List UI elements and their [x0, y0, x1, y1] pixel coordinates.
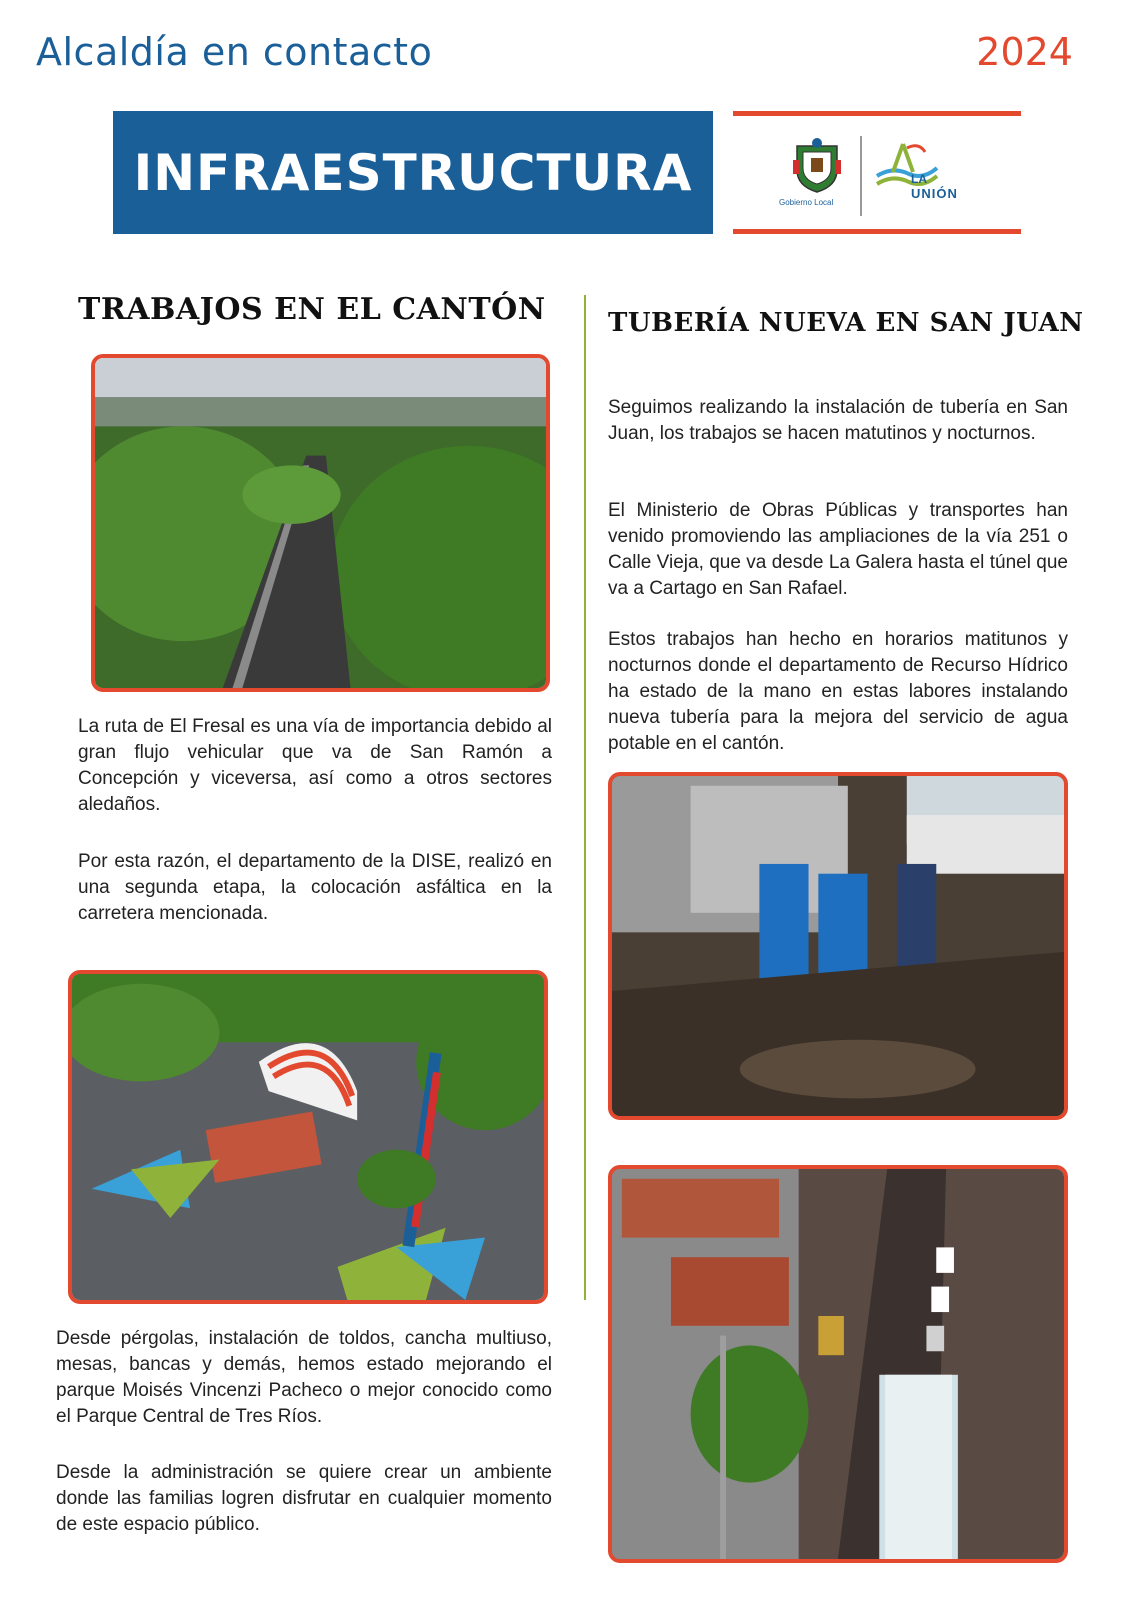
right-paragraph-1: Seguimos realizando la instalación de tubería en San Juan, los trabajos se hacen matutinos y nocturnos. [608, 397, 1068, 444]
banner-text: INFRAESTRUCTURA [133, 143, 693, 202]
pipe-workers-photo [608, 772, 1068, 1120]
section-banner [113, 111, 713, 234]
left-paragraph-2: Por esta razón, el departamento de la DISE, realizó en una segunda etapa, la colocación asfáltica en la carretera mencionada. [78, 851, 552, 924]
column-divider [584, 295, 586, 1300]
left-paragraph-1: La ruta de El Fresal es una vía de importancia debido al gran flujo vehicular que va de San Ramón a Concepción y viceversa, así como a otros sectores aledaños. [78, 716, 552, 815]
right-section-title: TUBERÍA NUEVA EN SAN JUAN [608, 308, 1084, 338]
logo-divider [860, 136, 862, 216]
coat-of-arms-icon [791, 136, 843, 194]
left-paragraph-3: Desde pérgolas, instalación de toldos, cancha multiuso, mesas, bancas y demás, hemos estado mejorando el parque Moisés Vincenzi Pacheco o mejor conocido como el Parque Central de Tres Ríos. [56, 1328, 552, 1427]
left-paragraph-4: Desde la administración se quiere crear un ambiente donde las familias logren disfrutar en cualquier momento de este espacio público. [56, 1462, 552, 1535]
right-paragraph-2: El Ministerio de Obras Públicas y transportes han venido promoviendo las ampliaciones de la vía 251 o Calle Vieja, que va desde La Galera hasta el túnel que va a Cartago en San Rafael. [608, 500, 1068, 599]
logo-caption: Gobierno Local [779, 198, 834, 207]
logo-union-text: UNIÓN [911, 186, 958, 201]
logos-panel [733, 111, 1021, 234]
park-photo [68, 970, 548, 1304]
publication-title: Alcaldía en contacto [36, 30, 433, 74]
year-label: 2024 [976, 30, 1073, 74]
street-aerial-photo [608, 1165, 1068, 1563]
right-paragraph-3: Estos trabajos han hecho en horarios matitunos y nocturnos donde el departamento de Recurso Hídrico ha estado de la mano en estas labores instalando nueva tubería para la mejora del servicio de agua potable en el cantón. [608, 629, 1068, 754]
left-section-title: TRABAJOS EN EL CANTÓN [78, 292, 546, 327]
logo-la-text: LA [911, 172, 927, 186]
road-photo [91, 354, 550, 692]
